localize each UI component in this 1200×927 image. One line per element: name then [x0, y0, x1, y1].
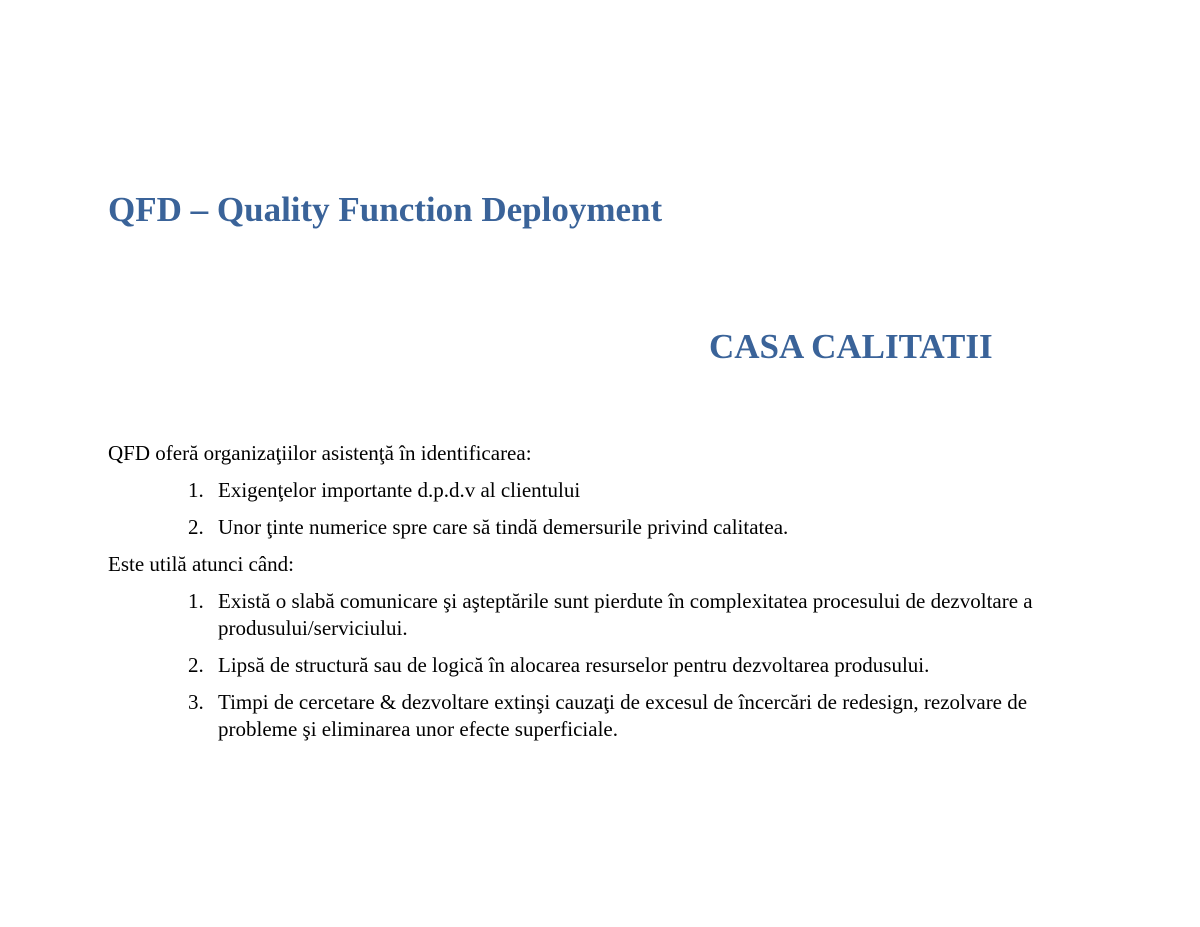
list-item: [108, 652, 1088, 679]
document-title: QFD – Quality Function Deployment: [108, 190, 663, 229]
section-heading: CASA CALITATII: [709, 327, 993, 366]
list-item-text: Lipsă de structură sau de logică în alocarea resurselor pentru dezvoltarea produsului.: [218, 653, 930, 677]
list-number: 1.: [188, 589, 204, 613]
list-item: [108, 477, 1088, 504]
numbered-list-2: [108, 588, 1088, 743]
intro-paragraph-2: Este utilă atunci când:: [108, 552, 295, 576]
list-item-text: Timpi de cercetare & dezvoltare extinşi cauzaţi de excesul de încercări de redesign, rezolvare de probleme şi eliminarea unor efecte superficiale.: [218, 690, 1028, 741]
list-item-text: Unor ţinte numerice spre care să tindă demersurile privind calitatea.: [218, 515, 789, 539]
list-number: 2.: [188, 653, 204, 677]
list-item: [108, 588, 1088, 642]
list-item-text: Există o slabă comunicare şi aşteptările sunt pierdute în complexitatea procesului de dezvoltare a produsului/serviciului.: [218, 589, 1033, 640]
numbered-list-1: [108, 477, 1088, 541]
list-number: 3.: [188, 690, 204, 714]
list-item: [108, 689, 1088, 743]
list-number: 2.: [188, 515, 204, 539]
intro-paragraph-1: QFD oferă organizaţiilor asistenţă în identificarea:: [108, 441, 532, 465]
body-text: [108, 440, 1088, 743]
list-item-text: Exigenţelor importante d.p.d.v al clientului: [218, 478, 581, 502]
list-number: 1.: [188, 478, 204, 502]
list-item: [108, 514, 1088, 541]
